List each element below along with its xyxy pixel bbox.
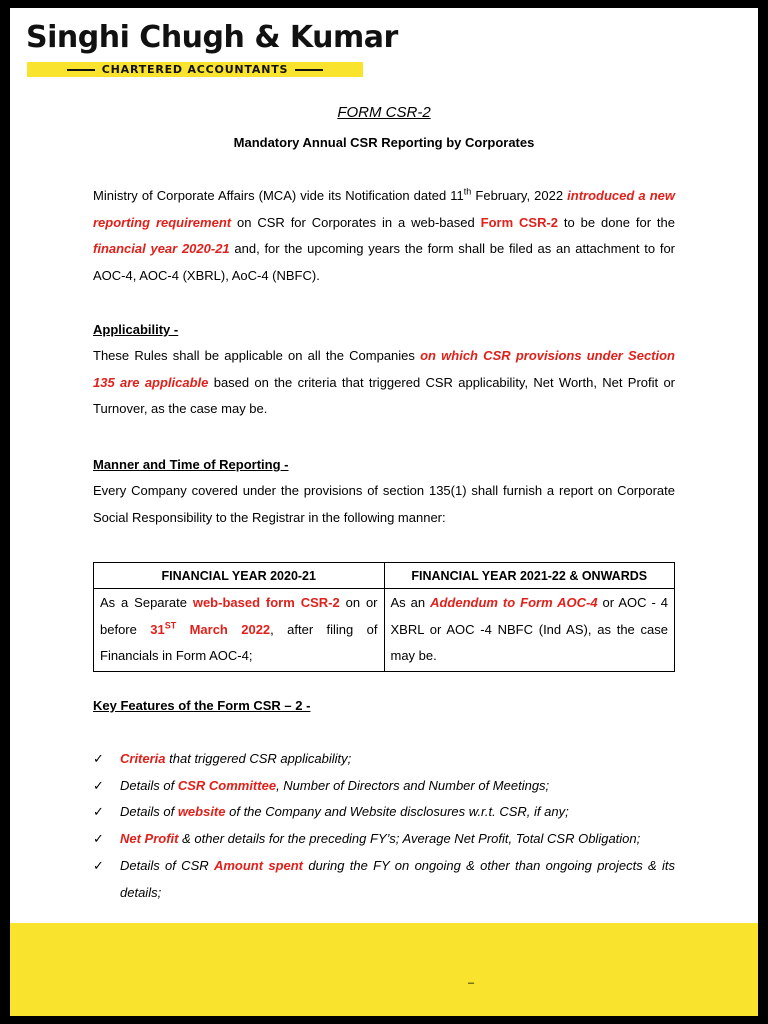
- firm-logo-name: Singhi Chugh & Kumar: [26, 20, 398, 55]
- cell-text: , after filing of Financials in Form AOC-4;: [100, 621, 378, 664]
- cell-text: or AOC - 4 XBRL or AOC -4 NBFC (Ind AS), as the case may be.: [390, 595, 668, 664]
- tagline-rule-right: [295, 69, 323, 71]
- table-row: [94, 589, 675, 672]
- applicability-text: based on the criteria that triggered CSR applicability, Net Worth, Net Profit or Turnover, as the case may be.: [93, 374, 676, 417]
- page-subtitle: Mandatory Annual CSR Reporting by Corporates: [233, 135, 535, 150]
- list-item: [93, 799, 675, 826]
- intro-text: on CSR for Corporates in a web-based: [231, 214, 481, 230]
- feature-text: & other details for the preceding FY’s; Average Net Profit, Total CSR Obligation;: [178, 831, 641, 847]
- feature-text: that triggered CSR applicability;: [165, 751, 352, 766]
- page-number-mark: –: [468, 977, 475, 989]
- list-item: [93, 853, 675, 906]
- intro-text: Ministry of Corporate Affairs (MCA) vide its Notification dated 11: [93, 188, 464, 203]
- applicability-paragraph: [93, 343, 675, 423]
- intro-text: and, for the upcoming years the form shall be filed as an attachment to for AOC-4, AOC-4 (XBRL), AoC-4 (NBFC).: [93, 241, 676, 284]
- footer-band: [10, 923, 758, 1016]
- cell-superscript: ST: [164, 620, 177, 631]
- applicability-text: These Rules shall be applicable on all the Companies: [93, 348, 421, 363]
- features-list: [93, 746, 675, 906]
- list-item: [93, 773, 675, 800]
- check-icon: ✓: [93, 804, 104, 820]
- applicability-highlight: on which CSR provisions under Section 135 are applicable: [93, 348, 675, 390]
- cell-highlight: Addendum to Form AOC-4: [430, 595, 598, 610]
- page-title: FORM CSR-2: [337, 104, 431, 121]
- manner-paragraph: Every Company covered under the provisions of section 135(1) shall furnish a report on Corporate Social Responsibility to the Registrar in the following manner:: [93, 483, 675, 525]
- feature-highlight: CSR Committee: [177, 777, 277, 793]
- feature-text: Details of CSR: [120, 857, 214, 873]
- financial-year-table: [93, 562, 675, 672]
- table-header-cell: FINANCIAL YEAR 2020-21: [94, 563, 385, 589]
- feature-highlight: Amount spent: [213, 857, 304, 873]
- intro-highlight: Form CSR-2: [480, 214, 559, 230]
- cell-highlight: March 2022: [176, 621, 271, 637]
- table-cell-fy2021: [384, 589, 675, 672]
- manner-heading: Manner and Time of Reporting -: [93, 457, 289, 472]
- list-item: [93, 746, 675, 773]
- firm-tagline: CHARTERED ACCOUNTANTS: [101, 63, 289, 76]
- document-page: [10, 8, 758, 1016]
- feature-text: Details of: [120, 777, 178, 793]
- feature-highlight: website: [177, 804, 226, 820]
- feature-highlight: Net Profit: [120, 831, 179, 847]
- intro-text: February, 2022: [471, 188, 568, 203]
- check-icon: ✓: [93, 751, 104, 766]
- check-icon: ✓: [93, 777, 104, 793]
- firm-tagline-band: [27, 62, 363, 77]
- feature-text: , Number of Directors and Number of Meetings;: [276, 777, 550, 793]
- table-header-cell: FINANCIAL YEAR 2021-22 & ONWARDS: [384, 563, 675, 589]
- intro-highlight: financial year 2020-21: [93, 241, 230, 257]
- features-heading: Key Features of the Form CSR – 2 -: [93, 698, 311, 713]
- intro-text: to be done for the: [558, 214, 675, 230]
- intro-highlight: introduced a new reporting requirement: [93, 188, 675, 230]
- intro-superscript: th: [463, 186, 472, 197]
- feature-text: during the FY on ongoing & other than ongoing projects & its details;: [120, 857, 675, 900]
- check-icon: ✓: [93, 857, 104, 873]
- list-item: [93, 826, 675, 853]
- feature-text: Details of: [120, 804, 178, 820]
- feature-text: of the Company and Website disclosures w.r.t. CSR, if any;: [225, 804, 569, 820]
- cell-text: As an: [390, 595, 431, 610]
- cell-text: As a Separate: [100, 595, 193, 610]
- cell-text: on or before: [100, 595, 378, 637]
- table-header-row: [94, 563, 675, 589]
- table-cell-fy2020: [94, 589, 385, 672]
- cell-highlight: web-based form CSR-2: [192, 595, 340, 610]
- check-icon: ✓: [93, 831, 104, 847]
- applicability-heading: Applicability -: [93, 322, 179, 337]
- cell-highlight: 31: [150, 621, 165, 637]
- feature-highlight: Criteria: [120, 751, 166, 766]
- tagline-rule-left: [67, 69, 95, 71]
- intro-paragraph: [93, 183, 675, 290]
